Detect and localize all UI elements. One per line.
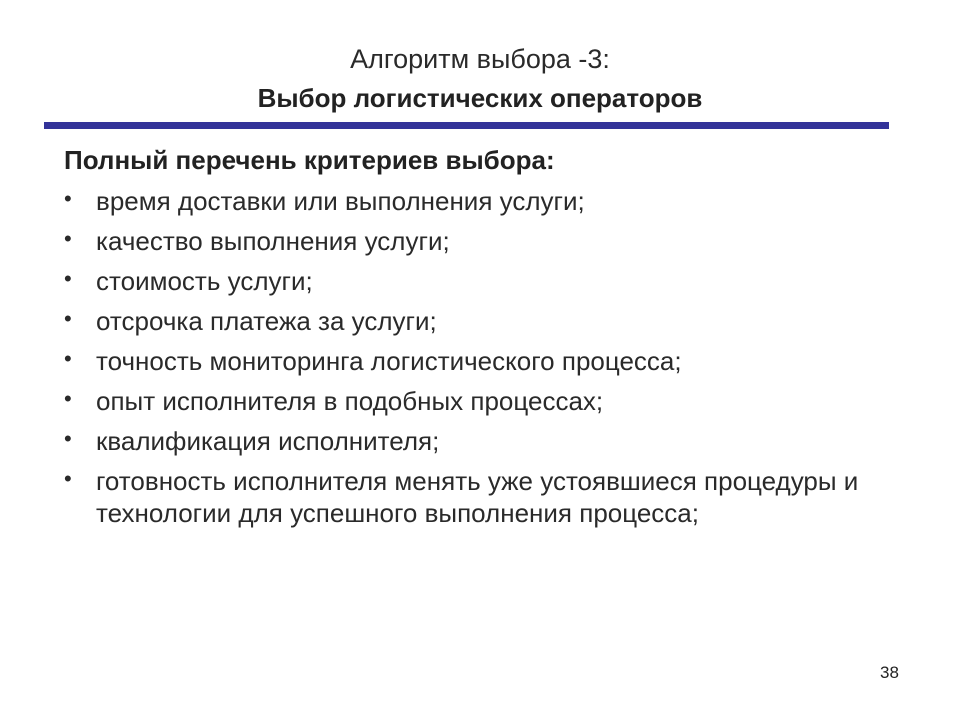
criteria-item	[64, 385, 904, 417]
page-number: 38	[880, 663, 899, 682]
criteria-item	[64, 425, 904, 457]
bullet-icon: •	[64, 266, 72, 291]
bullet-icon: •	[64, 346, 72, 371]
criteria-item-text: время доставки или выполнения услуги;	[96, 186, 585, 216]
criteria-item	[64, 225, 904, 257]
criteria-item	[64, 265, 904, 297]
criteria-item-text: отсрочка платежа за услуги;	[96, 306, 437, 336]
criteria-item-text: стоимость услуги;	[96, 266, 313, 296]
criteria-list	[64, 185, 904, 537]
bullet-icon: •	[64, 226, 72, 251]
criteria-heading: Полный перечень критериев выбора:	[64, 145, 555, 175]
criteria-item	[64, 185, 904, 217]
criteria-item-text: качество выполнения услуги;	[96, 226, 450, 256]
criteria-item-text: точность мониторинга логистического процесса;	[96, 346, 682, 376]
criteria-item	[64, 345, 904, 377]
bullet-icon: •	[64, 186, 72, 211]
slide-title-line2: Выбор логистических операторов	[257, 83, 703, 113]
slide-title-line1: Алгоритм выбора -3:	[350, 44, 610, 74]
bullet-icon: •	[64, 426, 72, 451]
title-divider	[44, 122, 889, 129]
bullet-icon: •	[64, 466, 72, 491]
criteria-item-text: квалификация исполнителя;	[96, 426, 440, 456]
bullet-icon: •	[64, 306, 72, 331]
criteria-item-text: готовность исполнителя менять уже устоявшиеся процедуры и технологии для успешного выполнения процесса;	[96, 466, 859, 528]
criteria-item-text: опыт исполнителя в подобных процессах;	[96, 386, 604, 416]
criteria-item	[64, 305, 904, 337]
criteria-item	[64, 465, 904, 529]
bullet-icon: •	[64, 386, 72, 411]
